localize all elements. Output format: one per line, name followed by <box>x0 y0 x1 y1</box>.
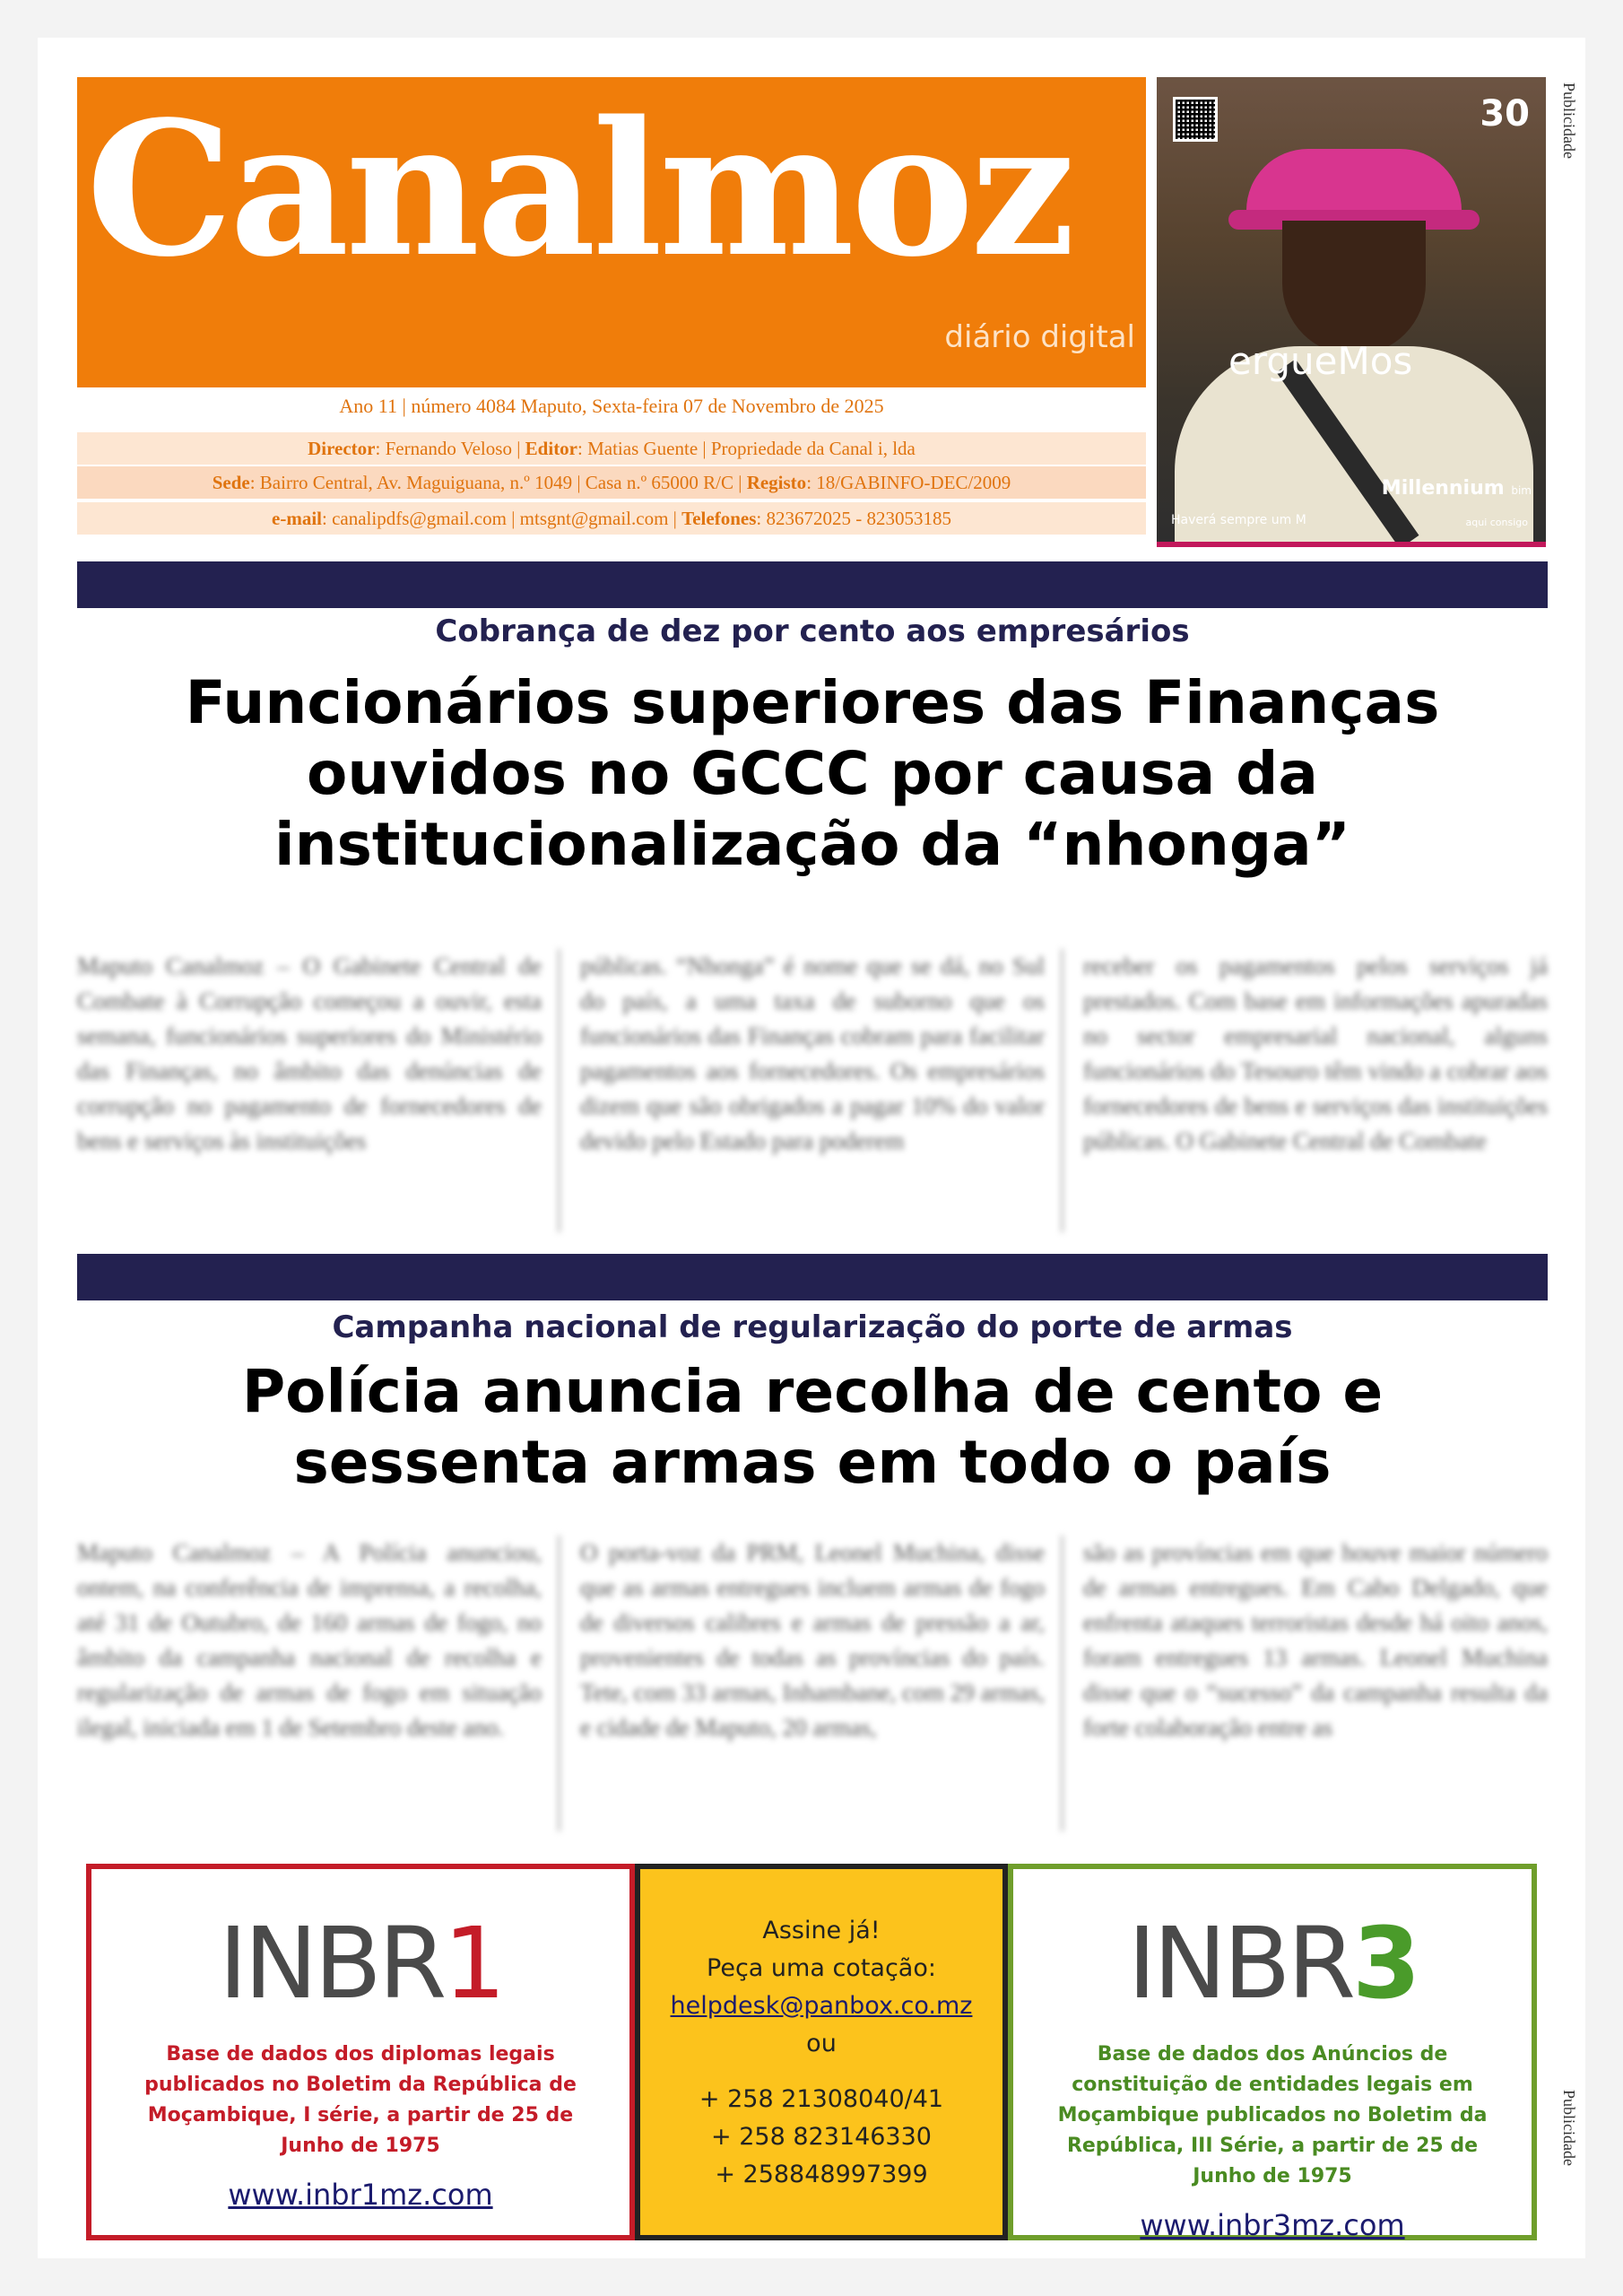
bank-sub: bim <box>1511 484 1532 497</box>
bank-name: Millennium <box>1381 477 1505 500</box>
subscribe-text <box>640 1869 1002 2194</box>
ad-claim-sub: aqui consigo <box>1465 517 1528 528</box>
article-2-kicker: Campanha nacional de regularização do porte de armas <box>332 1309 1293 1345</box>
office-line: Sede: Bairro Central, Av. Maguiguana, n.º 1049 | Casa n.º 65000 R/C | Registo: 18/GABINFO-DEC/2009 <box>77 466 1146 499</box>
sede-label: Sede <box>212 472 250 493</box>
inbr3-logo <box>1013 1906 1532 2021</box>
side-label-bottom: Publicidade <box>1560 2090 1578 2166</box>
article-1-kicker: Cobrança de dez por cento aos empresários <box>435 613 1190 649</box>
qr-code-icon <box>1173 97 1218 142</box>
email-label: e-mail <box>272 508 322 529</box>
inbr3-logo-text: INBR <box>1127 1906 1353 2021</box>
article-1-body <box>77 949 1548 1232</box>
director-label: Director <box>308 438 376 459</box>
registo: 18/GABINFO-DEC/2009 <box>816 472 1011 493</box>
editor-label: Editor <box>525 438 578 459</box>
masthead-banner <box>77 77 1146 387</box>
contact-line: e-mail: canalipdfs@gmail.com | mtsgnt@gmail.com | Telefones: 823672025 - 823053185 <box>77 502 1146 535</box>
subscribe-or: ou <box>806 2030 837 2057</box>
article-2-body <box>77 1535 1548 1831</box>
inbr1-link[interactable]: www.inbr1mz.com <box>228 2178 493 2212</box>
subscribe-phone-1: + 258 21308040/41 <box>699 2085 944 2113</box>
inbr1-logo-text: INBR <box>218 1906 444 2021</box>
property: Propriedade da Canal i, lda <box>710 438 916 459</box>
article-1-col-1: Maputo Canalmoz – O Gabinete Central de Combate à Corrupção começou a ouvir, esta semana, funcionários superiores do Ministério das Finanças, no âmbito das denúncias de corrupção no pagamento de fornecedores de bens e serviços às instituições <box>77 949 560 1232</box>
phones: 823672025 - 823053185 <box>766 508 951 529</box>
issue-line: Ano 11 | número 4084 Maputo, Sexta-feira 07 de Novembro de 2025 <box>77 387 1146 425</box>
article-2-col-3: são as províncias em que houve maior número de armas entregues. Em Cabo Delgado, que enfrenta ataques terroristas desde há oito anos, foram entregues 13 armas. Leonel Muchina disse que o “sucesso” da campanha resulta da forte colaboração entre as <box>1083 1539 1548 1741</box>
article-1-bar <box>77 561 1548 608</box>
article-2-bar <box>77 1254 1548 1300</box>
subscribe-phone-2: + 258 823146330 <box>711 2123 932 2151</box>
article-1-col-3: receber os pagamentos pelos serviços já prestados. Com base em informações apuradas no sector empresarial nacional, alguns funcionários do Tesouro têm vindo a cobrar aos fornecedores de bens e serviços das instituições públicas. O Gabinete Central de Combate <box>1083 952 1548 1154</box>
tagline: diário digital <box>944 319 1135 355</box>
editor: Matias Guente <box>587 438 699 459</box>
ad-face-shape <box>1282 221 1426 355</box>
subscribe-email-link[interactable]: helpdesk@panbox.co.mz <box>670 1992 973 2020</box>
inbr3-ad[interactable] <box>1008 1864 1537 2240</box>
ad-bank-name <box>1382 477 1532 500</box>
article-1-col-2: públicas. “Nhonga” é nome que se dá, no Sul do país, a uma taxa de suborno que os funcionários das Finanças cobram para facilitar pagamentos aos fornecedores. Os empresários dizem que são obrigados a pagar 10% do valor devido pelo Estado para poderem <box>580 949 1063 1232</box>
anniversary-badge: 30 <box>1480 93 1530 135</box>
phone-label: Telefones <box>681 508 757 529</box>
ad-claim: Haverá sempre um M <box>1171 513 1306 527</box>
ad-slogan: ergueMos <box>1228 339 1413 383</box>
inbr1-ad[interactable] <box>86 1864 635 2240</box>
inbr3-logo-number: 3 <box>1352 1906 1418 2021</box>
inbr1-description: Base de dados dos diplomas legais publicados no Boletim da República de Moçambique, I série, a partir de 25 de Junho de 1975 <box>144 2043 577 2157</box>
subscribe-phone-3: + 258848997399 <box>715 2161 928 2188</box>
article-1-headline[interactable]: Funcionários superiores das Finanças ouvidos no GCCC por causa da institucionalização da “nhonga” <box>185 668 1440 880</box>
inbr1-logo-number: 1 <box>443 1906 503 2021</box>
subscribe-ad <box>635 1864 1008 2240</box>
side-label-top: Publicidade <box>1560 83 1578 159</box>
sede: Bairro Central, Av. Maguiguana, n.º 1049 | Casa n.º 65000 R/C <box>259 472 733 493</box>
inbr3-link[interactable]: www.inbr3mz.com <box>1140 2208 1405 2242</box>
subscribe-line-2: Peça uma cotação: <box>707 1954 936 1982</box>
director: Fernando Veloso <box>385 438 512 459</box>
millennium-ad[interactable] <box>1157 77 1546 547</box>
registo-label: Registo <box>746 472 807 493</box>
emails[interactable]: canalipdfs@gmail.com | mtsgnt@gmail.com <box>332 508 669 529</box>
inbr3-description: Base de dados dos Anúncios de constituição de entidades legais em Moçambique publicados no Boletim da República, III Série, a partir de 25 de Junho de 1975 <box>1057 2043 1488 2187</box>
subscribe-line-1: Assine já! <box>762 1917 881 1944</box>
subscribe-gap <box>640 2063 1002 2081</box>
logo: Canalmoz <box>86 81 1072 298</box>
article-2-col-1: Maputo Canalmoz – A Polícia anunciou, ontem, na conferência de imprensa, a recolha, até 31 de Outubro, de 160 armas de fogo, no âmbito da campanha nacional de recolha e regularização de armas de fogo em situação ilegal, iniciada em 1 de Setembro deste ano. <box>77 1535 560 1831</box>
article-2-col-2: O porta-voz da PRM, Leonel Muchina, disse que as armas entregues incluem armas de fogo de diversos calibres e armas de pressão a ar, provenientes de todas as províncias do país. Tete, com 33 armas, Inhambane, com 29 armas, e cidade de Maputo, 20 armas, <box>580 1535 1063 1831</box>
staff-line: Director: Fernando Veloso | Editor: Matias Guente | Propriedade da Canal i, lda <box>77 432 1146 465</box>
article-2-headline[interactable]: Polícia anuncia recolha de cento e sessenta armas em todo o país <box>241 1357 1384 1498</box>
inbr1-logo <box>91 1906 629 2021</box>
